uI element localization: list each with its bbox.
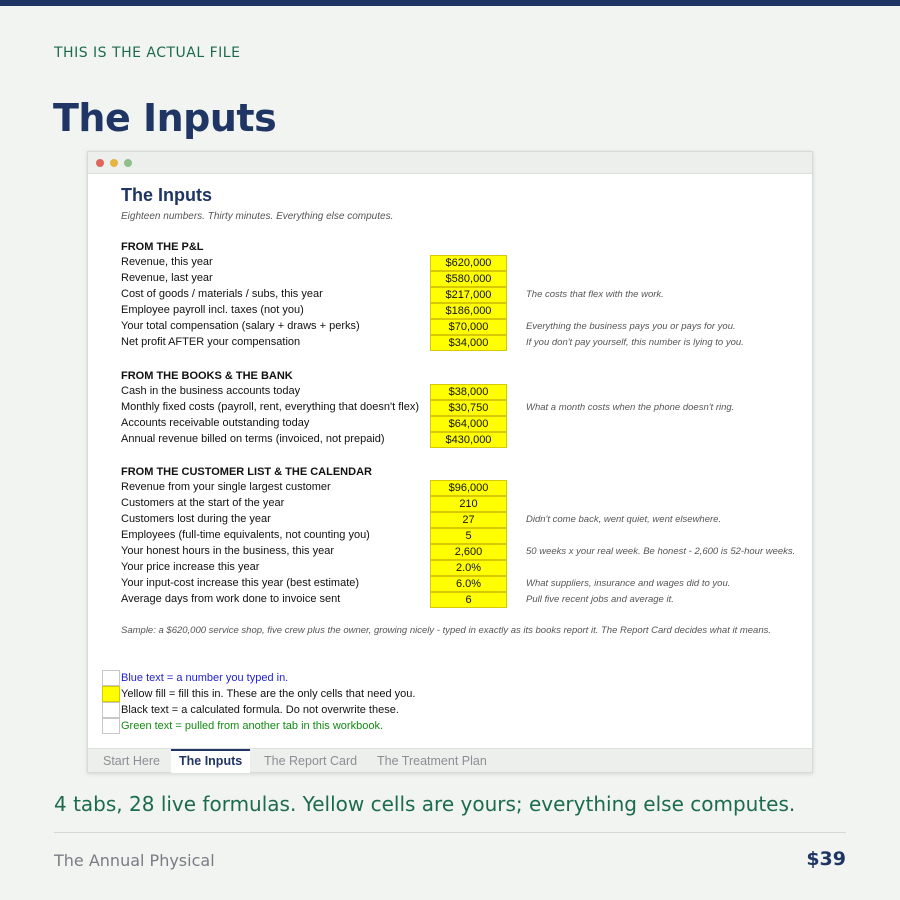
input-cell[interactable]: $186,000: [430, 303, 507, 319]
input-row: [88, 480, 812, 496]
row-label: Your total compensation (salary + draws + perks): [121, 320, 360, 332]
row-note: Pull five recent jobs and average it.: [526, 594, 674, 605]
input-cell[interactable]: $30,750: [430, 400, 507, 416]
row-label: Net profit AFTER your compensation: [121, 336, 301, 348]
window-titlebar: [88, 152, 812, 174]
row-label: Accounts receivable outstanding today: [121, 417, 310, 429]
tab-the-report-card[interactable]: The Report Card: [264, 754, 358, 768]
row-label: Your honest hours in the business, this year: [121, 545, 335, 557]
maximize-window-dot-icon[interactable]: [124, 159, 132, 167]
sheet-tab-bar: [88, 748, 812, 772]
input-row: [88, 335, 812, 351]
legend-row-green: [102, 718, 702, 734]
input-cell[interactable]: 210: [430, 496, 507, 512]
row-label: Monthly fixed costs (payroll, rent, everything that doesn't flex): [121, 401, 420, 413]
legend-row-black: [102, 702, 702, 718]
legend-text: Yellow fill = fill this in. These are the only cells that need you.: [121, 688, 416, 700]
input-cell[interactable]: $34,000: [430, 335, 507, 351]
input-row: [88, 384, 812, 400]
input-cell[interactable]: $70,000: [430, 319, 507, 335]
sample-note: Sample: a $620,000 service shop, five crew plus the owner, growing nicely - typed in exactly as its books report it. The Report Card decides what it means.: [121, 625, 772, 636]
row-label: Revenue from your single largest customer: [121, 481, 331, 493]
legend-swatch-blank: [102, 718, 120, 734]
input-row: [88, 287, 812, 303]
input-row: [88, 576, 812, 592]
tab-start-here[interactable]: Start Here: [103, 754, 160, 768]
row-note: If you don't pay yourself, this number is lying to you.: [526, 337, 744, 348]
legend-swatch-blank: [102, 702, 120, 718]
input-cell[interactable]: $96,000: [430, 480, 507, 496]
input-row: [88, 271, 812, 287]
tagline: 4 tabs, 28 live formulas. Yellow cells are yours; everything else computes.: [54, 792, 796, 816]
tab-the-treatment-plan[interactable]: The Treatment Plan: [377, 754, 487, 768]
input-cell[interactable]: 2.0%: [430, 560, 507, 576]
input-row: [88, 255, 812, 271]
row-note: The costs that flex with the work.: [526, 289, 664, 300]
legend-row-yellow: [102, 686, 702, 702]
price-label: $39: [806, 848, 846, 870]
input-cell[interactable]: 6: [430, 592, 507, 608]
page-title: The Inputs: [53, 96, 277, 140]
row-label: Annual revenue billed on terms (invoiced, not prepaid): [121, 433, 385, 445]
input-row: [88, 496, 812, 512]
section-heading-pl: FROM THE P&L: [121, 241, 204, 253]
input-row: [88, 319, 812, 335]
spreadsheet-window: [87, 151, 813, 773]
sheet-area: [88, 174, 812, 748]
legend-swatch-yellow: [102, 686, 120, 702]
legend-row-blue: [102, 670, 702, 686]
section-heading-books-bank: FROM THE BOOKS & THE BANK: [121, 370, 293, 382]
input-cell[interactable]: $580,000: [430, 271, 507, 287]
sheet-subtitle: Eighteen numbers. Thirty minutes. Everything else computes.: [121, 211, 394, 222]
row-label: Revenue, last year: [121, 272, 213, 284]
row-note: Didn't come back, went quiet, went elsewhere.: [526, 514, 722, 525]
legend-text: Black text = a calculated formula. Do not overwrite these.: [121, 704, 399, 716]
row-note: What a month costs when the phone doesn't ring.: [526, 402, 735, 413]
row-note: What suppliers, insurance and wages did to you.: [526, 578, 731, 589]
close-window-dot-icon[interactable]: [96, 159, 104, 167]
row-label: Cash in the business accounts today: [121, 385, 301, 397]
tab-the-inputs[interactable]: The Inputs: [171, 749, 250, 773]
row-label: Average days from work done to invoice sent: [121, 593, 341, 605]
row-label: Revenue, this year: [121, 256, 213, 268]
footer-divider: [54, 832, 846, 833]
input-cell[interactable]: 5: [430, 528, 507, 544]
input-cell[interactable]: $620,000: [430, 255, 507, 271]
top-accent-bar: [0, 0, 900, 6]
input-row: [88, 512, 812, 528]
legend-text: Blue text = a number you typed in.: [121, 672, 289, 684]
input-row: [88, 592, 812, 608]
input-cell[interactable]: $217,000: [430, 287, 507, 303]
legend-text: Green text = pulled from another tab in this workbook.: [121, 720, 384, 732]
row-note: 50 weeks x your real week. Be honest - 2,600 is 52-hour weeks.: [526, 546, 796, 557]
input-row: [88, 432, 812, 448]
row-label: Your input-cost increase this year (best estimate): [121, 577, 360, 589]
input-row: [88, 544, 812, 560]
row-label: Employee payroll incl. taxes (not you): [121, 304, 304, 316]
input-cell[interactable]: $64,000: [430, 416, 507, 432]
section-heading-customers-calendar: FROM THE CUSTOMER LIST & THE CALENDAR: [121, 466, 372, 478]
row-label: Customers lost during the year: [121, 513, 271, 525]
row-label: Customers at the start of the year: [121, 497, 285, 509]
input-cell[interactable]: $430,000: [430, 432, 507, 448]
row-label: Your price increase this year: [121, 561, 260, 573]
eyebrow-label: THIS IS THE ACTUAL FILE: [54, 45, 241, 61]
input-cell[interactable]: 2,600: [430, 544, 507, 560]
input-row: [88, 528, 812, 544]
row-label: Cost of goods / materials / subs, this year: [121, 288, 323, 300]
row-note: Everything the business pays you or pays for you.: [526, 321, 736, 332]
input-cell[interactable]: 6.0%: [430, 576, 507, 592]
input-cell[interactable]: 27: [430, 512, 507, 528]
input-cell[interactable]: $38,000: [430, 384, 507, 400]
row-label: Employees (full-time equivalents, not counting you): [121, 529, 370, 541]
legend-swatch-blank: [102, 670, 120, 686]
sheet-title: The Inputs: [121, 185, 212, 205]
input-row: [88, 303, 812, 319]
product-name: The Annual Physical: [54, 851, 215, 870]
input-row: [88, 560, 812, 576]
input-row: [88, 416, 812, 432]
minimize-window-dot-icon[interactable]: [110, 159, 118, 167]
input-row: [88, 400, 812, 416]
